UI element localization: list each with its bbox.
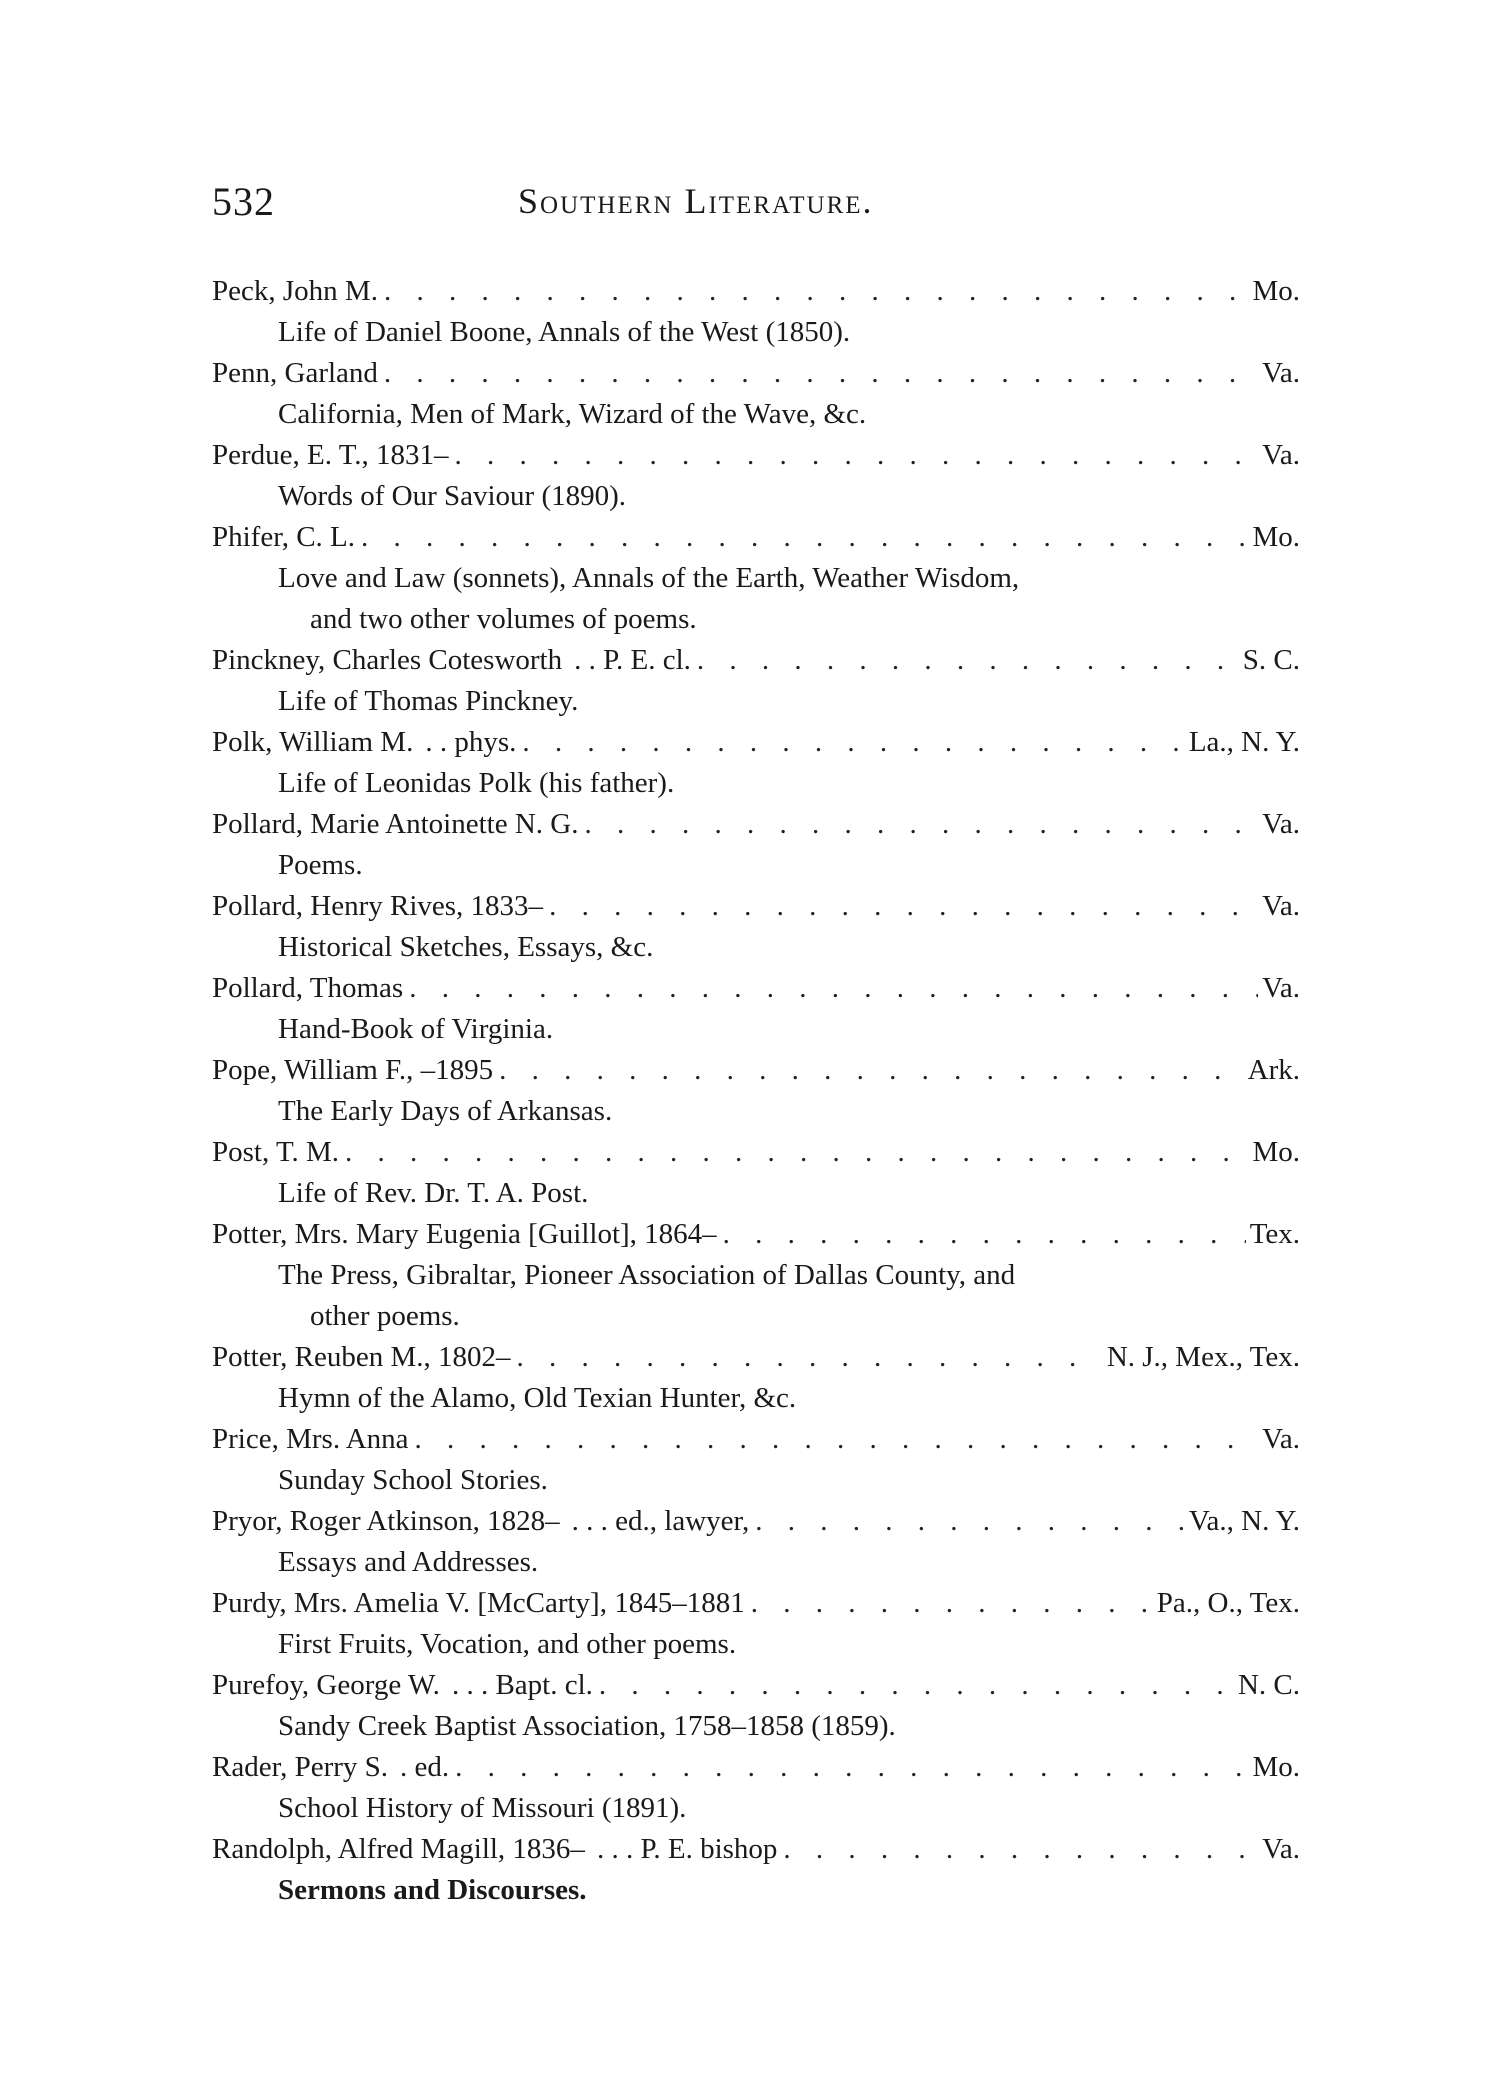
author-line — [212, 271, 1300, 312]
author-name: Post, T. M. — [212, 1136, 340, 1168]
author-name: Rader, Perry S. — [212, 1751, 389, 1783]
author-works — [212, 1009, 1300, 1050]
author-state: Mo. — [1252, 1136, 1300, 1168]
author-state: Va. — [1262, 890, 1300, 922]
author-line — [212, 1214, 1300, 1255]
author-state: La., N. Y. — [1188, 726, 1300, 758]
author-name: Phifer, C. L. — [212, 521, 356, 553]
dot-leader — [745, 1583, 1153, 1624]
dot-leader — [449, 435, 1259, 476]
dot-leader — [355, 517, 1248, 558]
author-line — [212, 517, 1300, 558]
author-name: Randolph, Alfred Magill, 1836– — [212, 1833, 585, 1865]
dot-leader — [691, 640, 1239, 681]
works-text: Hand-Book of Virginia. — [278, 1013, 554, 1045]
author-state: Va. — [1262, 808, 1300, 840]
author-line — [212, 886, 1300, 927]
author-line — [212, 1337, 1300, 1378]
author-state: Mo. — [1252, 1751, 1300, 1783]
author-occupation: . . . P. E. bishop — [596, 1833, 778, 1865]
author-name: Purdy, Mrs. Amelia V. [McCarty], 1845–1881 — [212, 1587, 745, 1619]
author-state: Ark. — [1247, 1054, 1300, 1086]
author-works — [212, 681, 1300, 722]
works-text: Life of Daniel Boone, Annals of the West (1850). — [278, 316, 851, 348]
author-name: Pinckney, Charles Cotesworth — [212, 644, 563, 676]
author-line — [212, 353, 1300, 394]
dot-leader — [578, 804, 1258, 845]
author-name: Potter, Reuben M., 1802– — [212, 1341, 511, 1373]
author-name: Pryor, Roger Atkinson, 1828– — [212, 1505, 560, 1537]
author-entry — [212, 1132, 1300, 1214]
works-text: Life of Leonidas Polk (his father). — [278, 767, 675, 799]
dot-leader — [403, 968, 1258, 1009]
author-occupation: . ed. — [400, 1751, 450, 1783]
dot-leader — [593, 1665, 1234, 1706]
works-text: Historical Sketches, Essays, &c. — [278, 931, 654, 963]
works-text: Life of Rev. Dr. T. A. Post. — [278, 1177, 589, 1209]
dot-leader — [378, 271, 1249, 312]
author-state: Mo. — [1252, 275, 1300, 307]
author-entry — [212, 1829, 1300, 1911]
author-line — [212, 1747, 1300, 1788]
author-entry — [212, 517, 1300, 640]
author-entry — [212, 640, 1300, 722]
author-state: S. C. — [1242, 644, 1300, 676]
author-works — [212, 1788, 1300, 1829]
dot-leader — [493, 1050, 1243, 1091]
author-occupation: . . . ed., lawyer, — [571, 1505, 750, 1537]
author-name: Pollard, Thomas — [212, 972, 404, 1004]
dot-leader — [516, 722, 1184, 763]
author-name: Pollard, Marie Antoinette N. G. — [212, 808, 579, 840]
author-line — [212, 1419, 1300, 1460]
author-line — [212, 640, 1300, 681]
author-entry — [212, 1050, 1300, 1132]
author-works — [212, 845, 1300, 886]
author-works — [212, 394, 1300, 435]
author-name: Pope, William F., –1895 — [212, 1054, 494, 1086]
author-name: Perdue, E. T., 1831– — [212, 439, 449, 471]
author-works — [212, 1870, 1300, 1911]
author-name: Peck, John M. — [212, 275, 378, 307]
author-entry — [212, 271, 1300, 353]
dot-leader — [749, 1501, 1185, 1542]
author-entry — [212, 1337, 1300, 1419]
author-line — [212, 1583, 1300, 1624]
works-text: Hymn of the Alamo, Old Texian Hunter, &c. — [278, 1382, 797, 1414]
author-works — [212, 558, 1300, 640]
author-entry — [212, 968, 1300, 1050]
running-head — [212, 178, 1312, 228]
author-state: Va. — [1262, 972, 1300, 1004]
works-text: Love and Law (sonnets), Annals of the Earth, Weather Wisdom, — [278, 562, 1020, 594]
author-name: Pollard, Henry Rives, 1833– — [212, 890, 544, 922]
works-text: Poems. — [278, 849, 363, 881]
author-name: Price, Mrs. Anna — [212, 1423, 409, 1455]
works-text-continued: and two other volumes of poems. — [310, 603, 697, 635]
author-state: Mo. — [1252, 521, 1300, 553]
works-text: California, Men of Mark, Wizard of the Wave, &c. — [278, 398, 867, 430]
author-occupation: . . P. E. cl. — [574, 644, 691, 676]
author-works — [212, 312, 1300, 353]
author-state: Va. — [1262, 1833, 1300, 1865]
page-number: 532 — [212, 179, 275, 224]
author-works — [212, 1706, 1300, 1747]
author-works — [212, 1624, 1300, 1665]
author-name: Polk, William M. — [212, 726, 414, 758]
author-state: Va., N. Y. — [1188, 1505, 1300, 1537]
author-works — [212, 763, 1300, 804]
author-works — [212, 1173, 1300, 1214]
author-line — [212, 722, 1300, 763]
dot-leader — [777, 1829, 1258, 1870]
author-works — [212, 1542, 1300, 1583]
author-works — [212, 1378, 1300, 1419]
author-list — [212, 271, 1300, 1911]
author-works — [212, 476, 1300, 517]
dot-leader — [378, 353, 1258, 394]
author-line — [212, 1501, 1300, 1542]
works-text: Words of Our Saviour (1890). — [278, 480, 627, 512]
author-line — [212, 1829, 1300, 1870]
author-entry — [212, 1419, 1300, 1501]
works-text: The Press, Gibraltar, Pioneer Association of Dallas County, and — [278, 1259, 1016, 1291]
author-state: Tex. — [1249, 1218, 1300, 1250]
dot-leader — [543, 886, 1258, 927]
author-works — [212, 1091, 1300, 1132]
dot-leader — [717, 1214, 1246, 1255]
author-state: Va. — [1262, 357, 1300, 389]
author-name: Potter, Mrs. Mary Eugenia [Guillot], 1864– — [212, 1218, 717, 1250]
author-entry — [212, 722, 1300, 804]
author-entry — [212, 435, 1300, 517]
works-text: Essays and Addresses. — [278, 1546, 539, 1578]
dot-leader — [409, 1419, 1259, 1460]
dot-leader — [510, 1337, 1102, 1378]
author-entry — [212, 886, 1300, 968]
running-title: Southern Literature. — [518, 181, 874, 221]
works-text: Life of Thomas Pinckney. — [278, 685, 579, 717]
works-text: The Early Days of Arkansas. — [278, 1095, 613, 1127]
author-line — [212, 435, 1300, 476]
author-occupation: . . phys. — [425, 726, 517, 758]
dot-leader — [449, 1747, 1248, 1788]
works-text: First Fruits, Vocation, and other poems. — [278, 1628, 737, 1660]
author-works — [212, 1255, 1300, 1337]
author-state: N. J., Mex., Tex. — [1106, 1341, 1300, 1373]
author-entry — [212, 1501, 1300, 1583]
author-line — [212, 1050, 1300, 1091]
author-line — [212, 1132, 1300, 1173]
author-state: Va. — [1262, 439, 1300, 471]
author-entry — [212, 1747, 1300, 1829]
author-entry — [212, 1665, 1300, 1747]
works-text: Sandy Creek Baptist Association, 1758–1858 (1859). — [278, 1710, 896, 1742]
author-line — [212, 968, 1300, 1009]
author-entry — [212, 804, 1300, 886]
author-line — [212, 804, 1300, 845]
author-state: Va. — [1262, 1423, 1300, 1455]
author-line — [212, 1665, 1300, 1706]
author-works — [212, 927, 1300, 968]
author-name: Purefoy, George W. — [212, 1669, 440, 1701]
works-text: School History of Missouri (1891). — [278, 1792, 687, 1824]
author-works — [212, 1460, 1300, 1501]
works-text-continued: other poems. — [310, 1300, 460, 1332]
author-state: Pa., O., Tex. — [1156, 1587, 1300, 1619]
dot-leader — [339, 1132, 1248, 1173]
works-text: Sunday School Stories. — [278, 1464, 548, 1496]
author-occupation: . . . Bapt. cl. — [451, 1669, 593, 1701]
author-entry — [212, 353, 1300, 435]
author-name: Penn, Garland — [212, 357, 378, 389]
works-text: Sermons and Discourses. — [278, 1874, 587, 1906]
author-entry — [212, 1214, 1300, 1337]
author-state: N. C. — [1237, 1669, 1300, 1701]
author-entry — [212, 1583, 1300, 1665]
